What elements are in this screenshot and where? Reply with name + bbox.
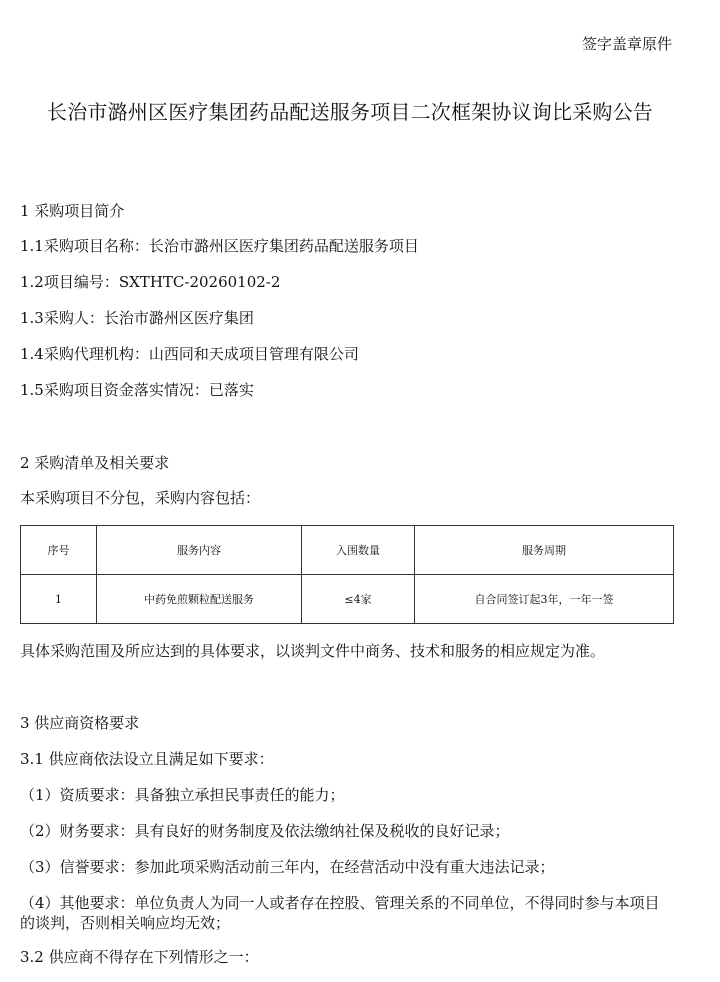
table-header-cell: 入围数量 bbox=[302, 526, 415, 575]
section-1-heading: 1 采购项目简介 bbox=[20, 202, 125, 220]
section-1-item: 1.3采购人：长治市潞州区医疗集团 bbox=[20, 309, 254, 327]
table-header-cell: 服务周期 bbox=[415, 526, 674, 575]
table-cell: 自合同签订起3年，一年一签 bbox=[415, 575, 674, 624]
section-3-subheading: 3.2 供应商不得存在下列情形之一： bbox=[20, 948, 259, 966]
section-2-intro: 本采购项目不分包，采购内容包括： bbox=[20, 489, 261, 507]
table-cell: 1 bbox=[21, 575, 97, 624]
table-cell: 中药免煎颗粒配送服务 bbox=[97, 575, 302, 624]
table-cell: ≤4家 bbox=[302, 575, 415, 624]
section-1-item: 1.4采购代理机构：山西同和天成项目管理有限公司 bbox=[20, 345, 359, 363]
requirement-item: （1）资质要求：具备独立承担民事责任的能力； bbox=[20, 786, 345, 804]
section-1-item: 1.5采购项目资金落实情况：已落实 bbox=[20, 381, 254, 399]
section-1-item: 1.2项目编号：SXTHTC-20260102-2 bbox=[20, 273, 281, 291]
procurement-table bbox=[20, 525, 674, 624]
table-header-row bbox=[21, 526, 674, 575]
table-header-cell: 序号 bbox=[21, 526, 97, 575]
section-3-heading: 3 供应商资格要求 bbox=[20, 714, 140, 732]
table-row bbox=[21, 575, 674, 624]
section-2-note: 具体采购范围及所应达到的具体要求，以谈判文件中商务、技术和服务的相应规定为准。 bbox=[20, 642, 606, 660]
page-title: 长治市潞州区医疗集团药品配送服务项目二次框架协议询比采购公告 bbox=[47, 100, 653, 124]
requirement-item: （3）信誉要求：参加此项采购活动前三年内，在经营活动中没有重大违法记录； bbox=[20, 858, 555, 876]
header-note: 签字盖章原件 bbox=[581, 35, 672, 53]
section-1-item: 1.1采购项目名称：长治市潞州区医疗集团药品配送服务项目 bbox=[20, 237, 419, 255]
table-header-cell: 服务内容 bbox=[97, 526, 302, 575]
requirement-item: （4）其他要求：单位负责人为同一人或者存在控股、管理关系的不同单位，不得同时参与本项目的谈判，否则相关响应均无效； bbox=[20, 894, 660, 932]
requirement-item: （2）财务要求：具有良好的财务制度及依法缴纳社保及税收的良好记录； bbox=[20, 822, 510, 840]
section-2-heading: 2 采购清单及相关要求 bbox=[20, 454, 170, 472]
section-3-subheading: 3.1 供应商依法设立且满足如下要求： bbox=[20, 750, 274, 768]
